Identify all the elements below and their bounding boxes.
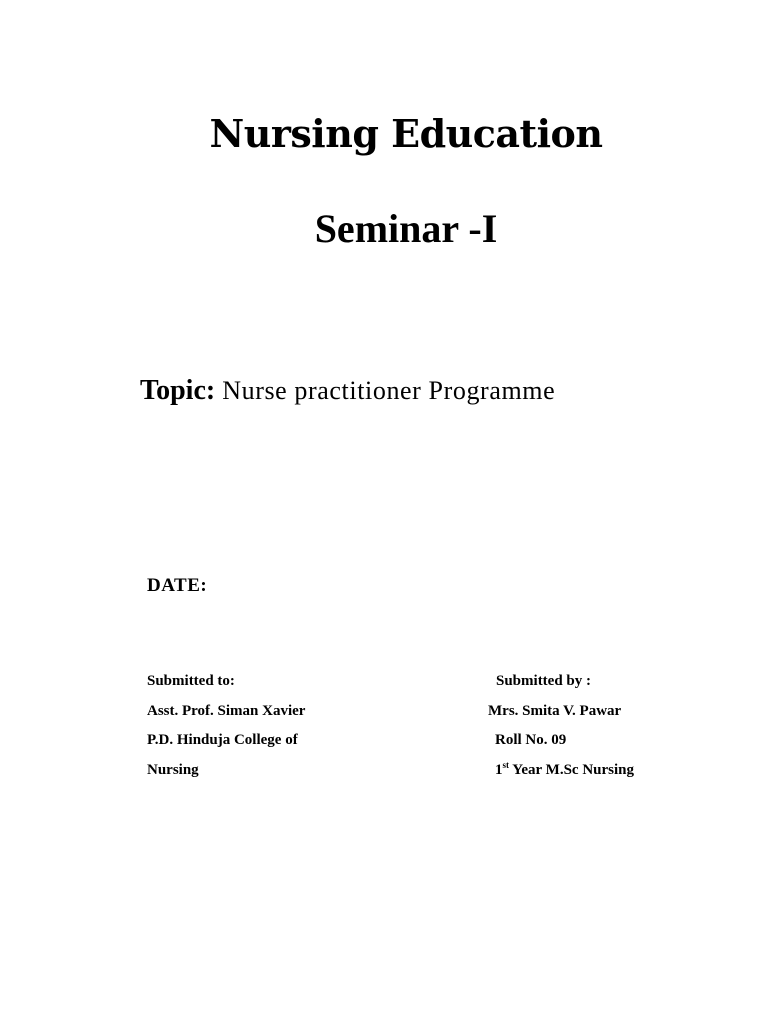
date-label: DATE: [147,575,208,596]
submitted-by-roll: Roll No. 09 [495,732,567,748]
submitted-to-heading: Submitted to: [147,673,235,689]
submitted-by-heading: Submitted by : [496,673,592,689]
topic-line [140,375,555,407]
submitted-to-institution-line1: P.D. Hinduja College of [147,732,298,748]
submitted-to-institution-line2: Nursing [147,762,199,778]
document-subtitle: Seminar -I [314,206,498,251]
year-rest: Year M.Sc Nursing [509,762,634,778]
submitted-to-name: Asst. Prof. Siman Xavier [147,703,306,719]
submitted-by-name: Mrs. Smita V. Pawar [488,703,622,719]
topic-label: Topic: [140,375,216,406]
topic-text: Nurse practitioner Programme [222,376,556,405]
year-number: 1 [495,762,503,778]
document-title: Nursing Education [209,111,603,156]
year-suffix: st [502,760,509,770]
submitted-by-year [495,762,634,779]
